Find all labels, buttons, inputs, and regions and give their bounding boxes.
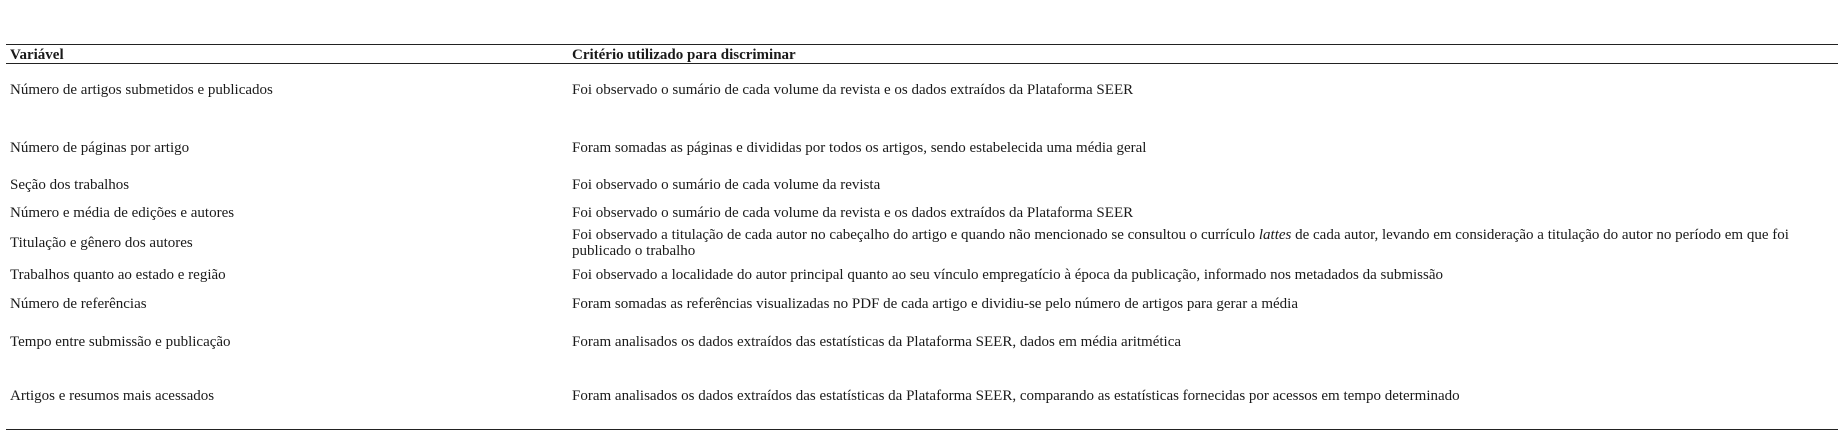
- criteria-table-container: [6, 44, 1838, 430]
- header-variable: Variável: [10, 46, 64, 63]
- table-header-row: [6, 45, 1838, 64]
- cell-variable: Número de artigos submetidos e publicados: [10, 82, 273, 98]
- table-row: [6, 363, 1838, 430]
- cell-variable: Trabalhos quanto ao estado e região: [10, 266, 226, 283]
- table-row: [6, 201, 1838, 224]
- table-row: [6, 64, 1838, 128]
- cell-criterion: Foi observado o sumário de cada volume da revista e os dados extraídos da Plataforma SEER: [572, 82, 1134, 98]
- cell-criterion: Foram analisados os dados extraídos das estatísticas da Plataforma SEER, comparando as estatísticas fornecidas por acessos em tempo determinado: [572, 388, 1460, 404]
- cell-criterion: Foram analisados os dados extraídos das estatísticas da Plataforma SEER, dados em média aritmética: [572, 333, 1182, 350]
- cell-criterion: [568, 224, 1838, 262]
- cell-criterion: Foram somadas as páginas e divididas por todos os artigos, sendo estabelecida uma média geral: [572, 139, 1147, 156]
- cell-variable: Número e média de edições e autores: [10, 204, 235, 221]
- cell-variable: Seção dos trabalhos: [10, 176, 130, 193]
- criterion-text-before: Foi observado a titulação de cada autor no cabeçalho do artigo e quando não mencionado se consultou o currículo: [572, 227, 1259, 243]
- cell-criterion: Foi observado o sumário de cada volume da revista e os dados extraídos da Plataforma SEER: [572, 204, 1134, 221]
- cell-criterion: Foi observado a localidade do autor principal quanto ao seu vínculo empregatício à época da publicação, informado nos metadados da submissão: [572, 266, 1443, 283]
- table-row: [6, 287, 1838, 320]
- table-row: [6, 168, 1838, 201]
- cell-variable: Tempo entre submissão e publicação: [10, 333, 231, 350]
- table-row: [6, 224, 1838, 262]
- criteria-table: [6, 44, 1838, 430]
- cell-criterion: Foi observado o sumário de cada volume da revista: [572, 176, 881, 193]
- table-row: [6, 320, 1838, 363]
- criterion-text-after: de cada autor, levando em consideração a titulação do autor no período em que foi publicado o trabalho: [572, 227, 1789, 259]
- header-criterion: Critério utilizado para discriminar: [572, 46, 796, 63]
- cell-variable: Número de páginas por artigo: [10, 139, 190, 156]
- table-row: [6, 262, 1838, 287]
- cell-variable: Titulação e gênero dos autores: [10, 235, 193, 251]
- cell-criterion: Foram somadas as referências visualizadas no PDF de cada artigo e dividiu-se pelo número de artigos para gerar a média: [572, 295, 1298, 312]
- criterion-text-italic: lattes: [1258, 227, 1292, 243]
- cell-variable: Artigos e resumos mais acessados: [10, 388, 215, 404]
- cell-variable: Número de referências: [10, 295, 147, 312]
- table-row: [6, 127, 1838, 168]
